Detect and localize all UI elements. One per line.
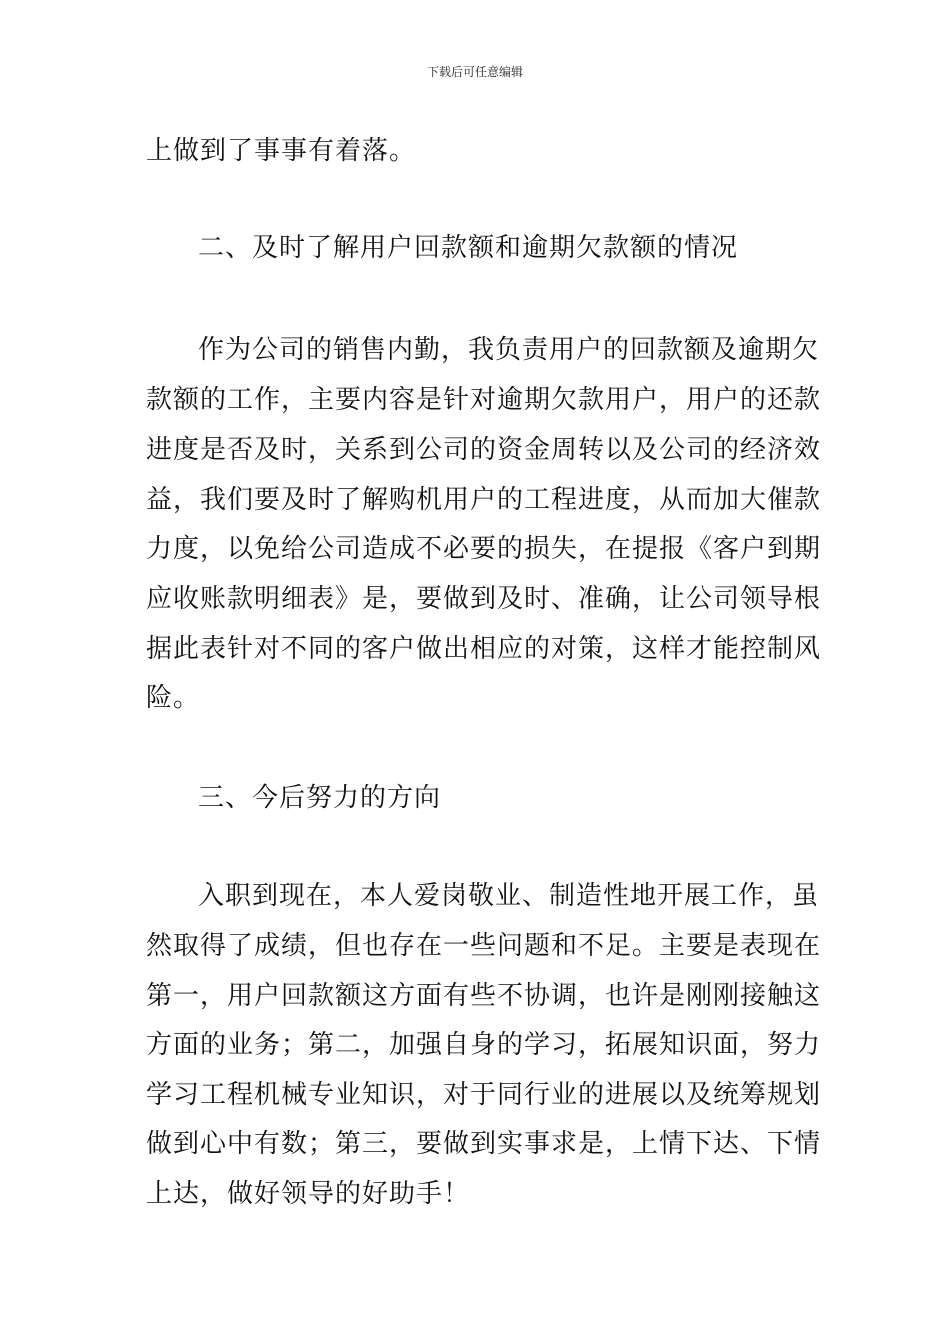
text-line: 款额的工作，主要内容是针对逾期欠款用户，用户的还款 — [146, 385, 822, 415]
text-line: 作为公司的销售内勤，我负责用户的回款额及逾期欠 — [198, 335, 820, 365]
text-line: 做到心中有数；第三，要做到实事求是，上情下达、下情 — [146, 1129, 822, 1159]
text-line: 据此表针对不同的客户做出相应的对策，这样才能控制风 — [146, 634, 822, 664]
text-line: 方面的业务；第二，加强自身的学习，拓展知识面，努力 — [146, 1030, 822, 1060]
page-header: 下载后可任意编辑 — [426, 65, 523, 79]
text-line: 力度，以免给公司造成不必要的损失，在提报《客户到期 — [146, 534, 822, 564]
text-line: 上达，做好领导的好助手！ — [146, 1179, 471, 1209]
section-heading: 二、及时了解用户回款额和逾期欠款额的情况 — [198, 233, 739, 263]
text-line: 益，我们要及时了解购机用户的工程进度，从而加大催款 — [146, 485, 822, 515]
text-line: 应收账款明细表》是，要做到及时、准确，让公司领导根 — [146, 584, 822, 614]
text-line: 入职到现在，本人爱岗敬业、制造性地开展工作，虽 — [198, 881, 820, 911]
text-line: 然取得了成绩，但也存在一些问题和不足。主要是表现在 — [146, 931, 822, 961]
section-heading: 三、今后努力的方向 — [198, 783, 442, 813]
text-line: 险。 — [146, 683, 201, 713]
text-line: 进度是否及时，关系到公司的资金周转以及公司的经济效 — [146, 435, 822, 465]
text-line: 学习工程机械专业知识，对于同行业的进展以及统筹规划 — [146, 1080, 822, 1110]
text-line: 第一，用户回款额这方面有些不协调，也许是刚刚接触这 — [146, 981, 822, 1011]
text-line: 上做到了事事有着落。 — [146, 136, 417, 166]
